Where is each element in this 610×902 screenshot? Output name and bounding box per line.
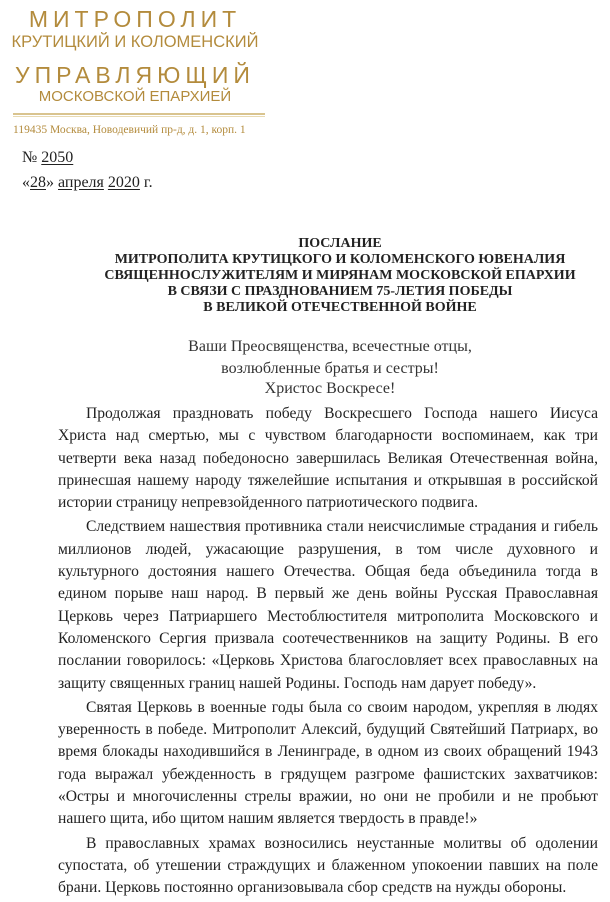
easter-greeting: Христос Воскресе!	[264, 380, 396, 397]
title-line: СВЯЩЕННОСЛУЖИТЕЛЯМ И МИРЯНАМ МОСКОВСКОЙ ЕПАРХИИ	[104, 268, 576, 283]
date-year: 2020	[107, 174, 140, 191]
document-date	[22, 174, 153, 192]
letterhead-subtitle: КРУТИЦКИЙ И КОЛОМЕНСКИЙ	[11, 33, 259, 51]
title-line: МИТРОПОЛИТА КРУТИЦКОГО И КОЛОМЕНСКОГО ЮВЕНАЛИЯ	[114, 252, 566, 267]
letterhead-role: УПРАВЛЯЮЩИЙ	[15, 62, 255, 88]
letterhead-title: МИТРОПОЛИТ	[28, 6, 242, 32]
date-year-suffix: г.	[143, 174, 153, 191]
date-close: »	[46, 174, 54, 191]
number-prefix: №	[22, 149, 38, 166]
letterhead-divider	[13, 113, 265, 117]
greeting	[60, 336, 600, 380]
title-line: В ВЕЛИКОЙ ОТЕЧЕСТВЕННОЙ ВОЙНЕ	[203, 300, 477, 315]
greeting-line: возлюбленные братья и сестры!	[221, 360, 439, 377]
paragraph: Святая Церковь в военные годы была со своим народом, укрепляя в людях уверенность в победе. Митрополит Алексий, будущий Святейший Патриарх, во время блокады находившийся в Ленинграде, в одном из своих обращений 1943 года выражал убежденность в грядущем разгроме фашистских захватчиков: «Остры и многочисленны стрелы вражии, но они не пробили и не пробьют нашего щита, ибо щитом нашим является твердость в правде!»	[58, 698, 598, 828]
date-month: апреля	[58, 174, 104, 191]
document-title	[60, 236, 610, 316]
number-value: 2050	[41, 149, 74, 166]
paragraph: Продолжая праздновать победу Воскресшего Господа нашего Иисуса Христа над смертью, мы с чувством благодарности воспоминаем, как три четверти века назад победоносно завершилась Великая Отечественная война, принесшая нашему народу тяжелейшие испытания и открывшая в российской истории страницу непревзойденного патриотического подвига.	[58, 405, 598, 512]
document-number	[22, 149, 73, 167]
document-body	[58, 403, 598, 902]
greeting-line: Ваши Преосвященства, всечестные отцы,	[188, 338, 472, 355]
paragraph: В православных храмах возносились неустанные молитвы об одолении супостата, об утешении страждущих и блаженном упокоении павших на поле брани. Церковь постоянно организовывала сбор средств на нужды обороны.	[58, 834, 598, 897]
letterhead-address: 119435 Москва, Новодевичий пр-д, д. 1, корп. 1	[13, 124, 246, 136]
title-line: ПОСЛАНИЕ	[298, 236, 382, 251]
letterhead-diocese: МОСКОВСКОЙ ЕПАРХИЕЙ	[38, 88, 232, 105]
date-day: 28	[30, 174, 46, 191]
paragraph: Следствием нашествия противника стали неисчислимые страдания и гибель миллионов людей, ужасающие разрушения, в том числе духовного и культурного достояния нашего Отечества. Общая беда объединила тогда в едином порыве наш народ. В первый же день войны Русская Православная Церковь через Патриаршего Местоблюстителя митрополита Московского и Коломенского Сергия призвала соотечественников на защиту Родины. В его послании говорилось: «Церковь Христова благословляет всех православных на защиту священных границ нашей Родины. Господь нам дарует победу».	[58, 518, 598, 692]
date-open: «	[22, 174, 30, 191]
title-line: В СВЯЗИ С ПРАЗДНОВАНИЕМ 75-ЛЕТИЯ ПОБЕДЫ	[167, 284, 513, 299]
